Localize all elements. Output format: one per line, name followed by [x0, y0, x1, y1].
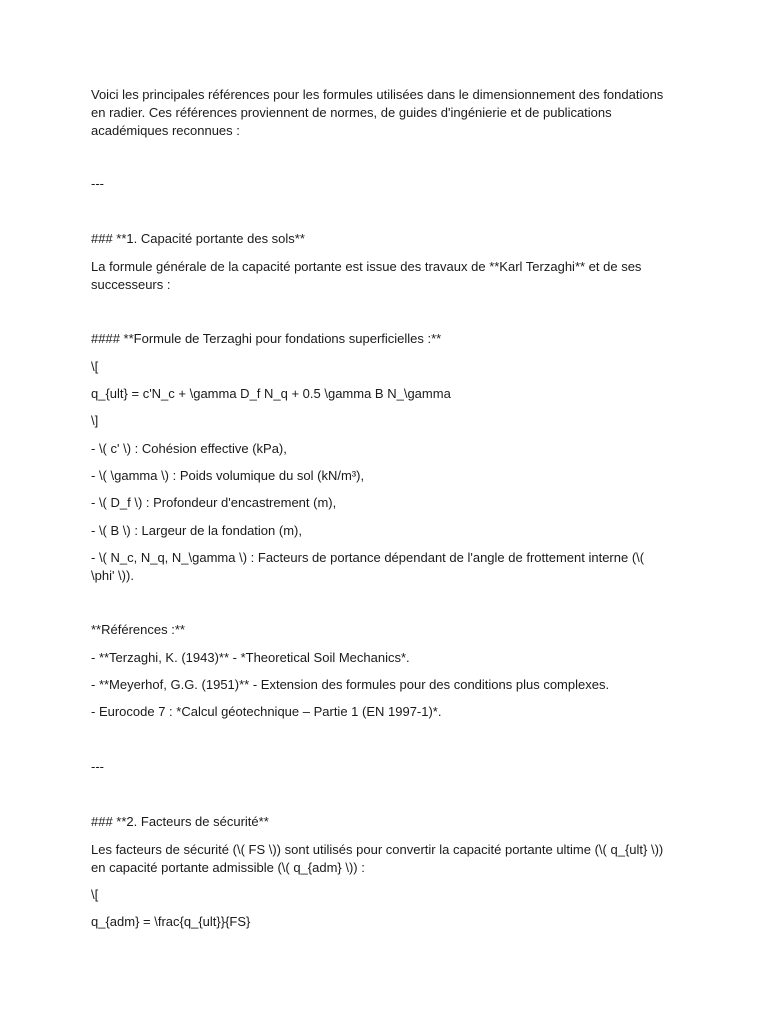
formula-qult: q_{ult} = c'N_c + \gamma D_f N_q + 0.5 \gamma B N_\gamma	[91, 386, 451, 401]
variable-b: - \( B \) : Largeur de la fondation (m),	[91, 523, 302, 538]
math-open-bracket: \[	[91, 359, 99, 374]
reference-eurocode: - Eurocode 7 : *Calcul géotechnique – Partie 1 (EN 1997-1)*.	[91, 704, 442, 719]
section-2-heading: ### **2. Facteurs de sécurité**	[91, 814, 269, 829]
formula-qadm: q_{adm} = \frac{q_{ult}}{FS}	[91, 914, 251, 929]
references-heading: **Références :**	[91, 622, 185, 637]
math-open-bracket: \[	[91, 887, 99, 902]
reference-meyerhof: - **Meyerhof, G.G. (1951)** - Extension des formules pour des conditions plus complexes.	[91, 677, 610, 692]
variable-gamma: - \( \gamma \) : Poids volumique du sol (kN/m³),	[91, 468, 365, 483]
intro-paragraph: Voici les principales références pour les formules utilisées dans le dimensionnement des fondations en radier. Ces références proviennent de normes, de guides d'ingénierie et de publications académiques reconnues :	[91, 87, 667, 138]
section-2-intro: Les facteurs de sécurité (\( FS \)) sont utilisés pour convertir la capacité portante ultime (\( q_{ult} \)) en capacité portante admissible (\( q_{adm} \)) :	[91, 842, 667, 875]
separator-line: ---	[91, 176, 104, 191]
separator-line: ---	[91, 759, 104, 774]
terzaghi-heading: #### **Formule de Terzaghi pour fondations superficielles :**	[91, 331, 442, 346]
section-1-heading: ### **1. Capacité portante des sols**	[91, 231, 305, 246]
reference-terzaghi: - **Terzaghi, K. (1943)** - *Theoretical Soil Mechanics*.	[91, 650, 410, 665]
variable-c: - \( c' \) : Cohésion effective (kPa),	[91, 441, 287, 456]
variable-n: - \( N_c, N_q, N_\gamma \) : Facteurs de portance dépendant de l'angle de frottement interne (\( \phi' \)).	[91, 550, 648, 583]
section-1-intro: La formule générale de la capacité portante est issue des travaux de **Karl Terzaghi** et de ses successeurs :	[91, 259, 646, 292]
variable-df: - \( D_f \) : Profondeur d'encastrement (m),	[91, 495, 337, 510]
math-close-bracket: \]	[91, 413, 99, 428]
